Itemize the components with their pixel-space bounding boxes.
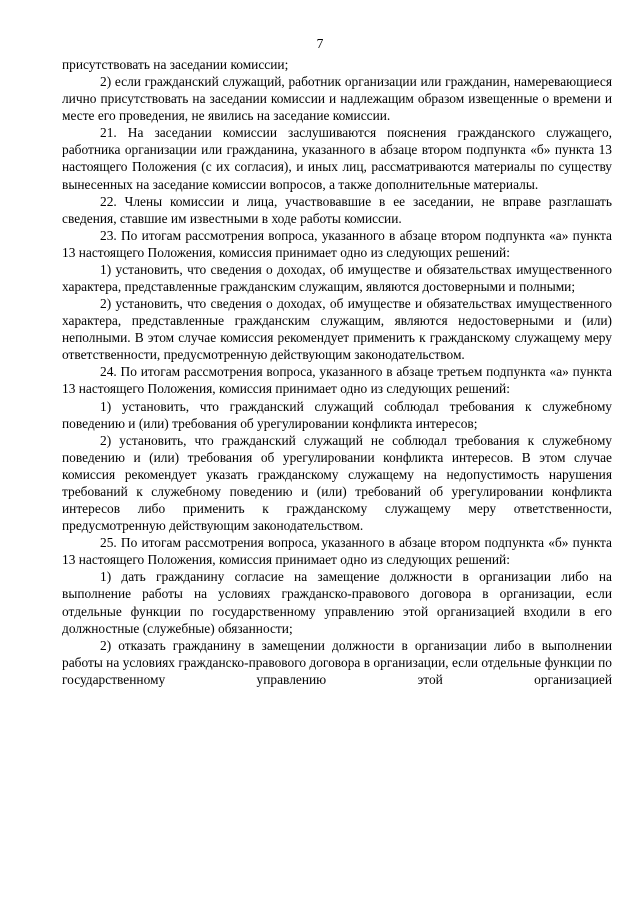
paragraph-item-24-1: 1) установить, что гражданский служащий соблюдал требования к служебному поведению и (или) требования об урегулировании конфликта интересов; bbox=[62, 398, 612, 431]
paragraph-item-25-1: 1) дать гражданину согласие на замещение должности в организации либо на выполнение работы на условиях гражданско-правового договора в организации, если отдельные функции по государственному управлению этой организацией входили в его должностные (служебные) обязанности; bbox=[62, 569, 612, 636]
paragraph-22: 22. Члены комиссии и лица, участвовавшие в ее заседании, не вправе разглашать сведения, ставшие им известными в ходе работы комиссии. bbox=[62, 193, 612, 226]
paragraph-24: 24. По итогам рассмотрения вопроса, указанного в абзаце третьем подпункта «а» пункта 13 настоящего Положения, комиссия принимает одно из следующих решений: bbox=[62, 364, 612, 397]
paragraph-item-25-2: 2) отказать гражданину в замещении должности в организации либо в выполнении работы на условиях гражданско-правового договора в организации, если отдельные функции по государственному управлению этой организацией bbox=[62, 637, 612, 687]
paragraph-item-24-2: 2) установить, что гражданский служащий не соблюдал требования к служебному поведению и (или) требования об урегулировании конфликта интересов. В этом случае комиссия рекомендует указать гражданскому служащему на недопустимость нарушения требований к служебному поведению и (или) требований об урегулировании конфликта интересов либо применить к гражданскому служащему меру ответственности, предусмотренную действующим законодательством. bbox=[62, 432, 612, 534]
paragraph-continuation: присутствовать на заседании комиссии; bbox=[62, 57, 289, 72]
paragraph-21: 21. На заседании комиссии заслушиваются пояснения гражданского служащего, работника организации или гражданина, указанного в абзаце втором подпункта «б» пункта 13 настоящего Положения (с их согласия), и иных лиц, рассматриваются материалы по существу вынесенных на заседание комиссии вопросов, а также дополнительные материалы. bbox=[62, 125, 612, 192]
paragraph-item-20-2: 2) если гражданский служащий, работник организации или гражданин, намеревающиеся лично присутствовать на заседании комиссии и надлежащим образом извещенные о времени и месте его проведения, не явились на заседание комиссии. bbox=[62, 74, 612, 124]
paragraph-item-23-1: 1) установить, что сведения о доходах, об имуществе и обязательствах имущественного характера, представленные гражданским служащим, являются достоверными и полными; bbox=[62, 261, 612, 295]
page-number: 7 bbox=[316, 36, 324, 51]
paragraph-23: 23. По итогам рассмотрения вопроса, указанного в абзаце втором подпункта «а» пункта 13 настоящего Положения, комиссия принимает одно из следующих решений: bbox=[62, 227, 612, 260]
document-body bbox=[62, 56, 612, 688]
paragraph-item-23-2: 2) установить, что сведения о доходах, об имуществе и обязательствах имущественного характера, представленные гражданским служащим, являются недостоверными и (или) неполными. В этом случае комиссия рекомендует применить к гражданскому служащему меру ответственности, предусмотренную действующим законодательством. bbox=[62, 296, 612, 363]
paragraph-25: 25. По итогам рассмотрения вопроса, указанного в абзаце втором подпункта «б» пункта 13 настоящего Положения, комиссия принимает одно из следующих решений: bbox=[62, 535, 612, 568]
